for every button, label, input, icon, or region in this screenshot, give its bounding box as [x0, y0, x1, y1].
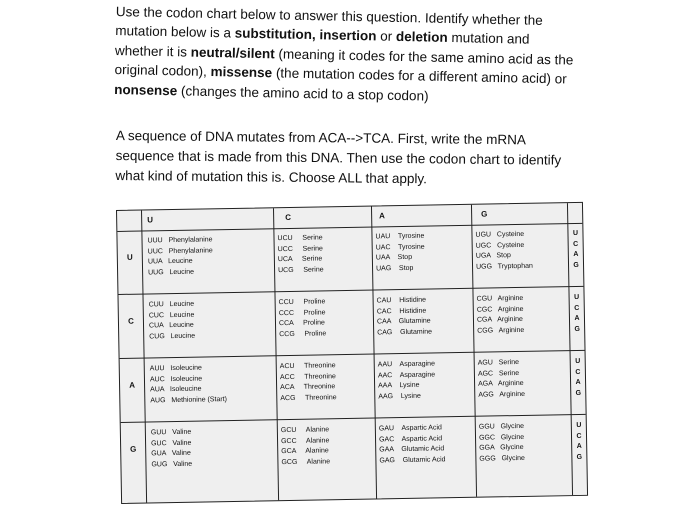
third-base-label: G [574, 325, 580, 333]
codon-entry: CCA Proline [278, 319, 325, 328]
question-text-span: whether it is [114, 42, 191, 60]
codon-entry: GCG Alanine [281, 457, 331, 466]
codon-entry: UAA Stop [375, 253, 413, 262]
third-base-label: A [573, 250, 579, 259]
codon-entry: UGG Tryptophan [475, 262, 533, 271]
codon-entry: GGC Glycine [478, 433, 525, 442]
question-text-span: mutation below is a [115, 23, 235, 41]
codon-entry: UGA Stop [475, 252, 511, 260]
question-line-1: Use the codon chart below to answer this question. Identify whether the [115, 3, 543, 28]
codon-entry: GUU Valine [150, 428, 192, 437]
mutation-prompt [115, 126, 586, 191]
third-base-label: C [574, 304, 580, 312]
question-text-span: original codon), [114, 62, 211, 80]
codon-entry: CAU Histidine [376, 296, 427, 305]
codon-entry: UCC Serine [277, 244, 323, 253]
codon-entry: GCC Alanine [280, 436, 330, 445]
codon-entry: CGC Arginine [476, 305, 524, 314]
codon-entry: GAU Aspartic Acid [378, 424, 442, 433]
codon-entry: CUA Leucine [148, 321, 194, 330]
codon-block [280, 361, 337, 404]
third-base-labels [570, 293, 585, 335]
first-base-label: U [126, 252, 133, 262]
codon-entry: CAG Glutamine [377, 328, 433, 336]
second-base-header-u: U [147, 215, 154, 225]
codon-entry: AAC Asparagine [377, 370, 436, 379]
codon-block [379, 423, 446, 466]
codon-entry: GAC Aspartic Acid [378, 434, 443, 443]
codon-entry: ACC Threonine [279, 372, 336, 381]
question-text-span: (meaning it codes for the same amino acid as the [274, 46, 574, 68]
codon-entry: UAG Stop [375, 264, 414, 272]
question-text [114, 2, 586, 109]
codon-entry: GUC Valine [151, 439, 192, 447]
third-base-label: G [573, 261, 579, 269]
codon-entry: GCU Alanine [280, 426, 330, 435]
third-base-label: G [575, 389, 582, 397]
codon-entry: UUG Leucine [148, 268, 195, 276]
first-base-label: C [127, 316, 134, 326]
codon-entry: AGU Serine [477, 358, 520, 367]
third-base-labels [572, 421, 587, 463]
codon-entry: GGA Glycine [479, 443, 524, 452]
codon-entry: UGC Cysteine [475, 241, 525, 250]
codon-entry: GAA Glutamic Acid [379, 445, 445, 454]
prompt-line-3: what kind of mutation this is. Choose ALL that apply. [115, 167, 427, 187]
second-base-header-a: A [379, 211, 386, 221]
term-missense: missense [210, 64, 273, 81]
third-base-label: A [576, 442, 582, 450]
codon-block [375, 232, 425, 275]
codon-block [149, 300, 196, 343]
codon-entry: CGU Arginine [476, 294, 524, 303]
third-base-label: U [576, 421, 582, 429]
third-base-labels [571, 357, 586, 399]
third-base-label: A [575, 378, 581, 387]
codon-entry: GAG Glutamic Acid [379, 455, 446, 464]
codon-block [277, 233, 323, 276]
codon-entry: ACG Threonine [280, 393, 337, 402]
prompt-line-2: sequence that is made from this DNA. Then use the codon chart to identify [115, 147, 562, 168]
second-base-header-g: G [481, 209, 488, 219]
first-base-label: A [129, 380, 136, 390]
third-base-label: U [575, 357, 581, 366]
codon-entry: AUC Isoleucine [149, 375, 203, 383]
third-base-label: G [576, 453, 583, 461]
third-base-label: C [576, 432, 582, 440]
codon-entry: CUU Leucine [148, 300, 195, 309]
second-base-header-c: C [285, 212, 292, 223]
codon-entry: CCG Proline [279, 329, 327, 338]
question-text-span: or [376, 28, 397, 45]
codon-entry: UCU Serine [277, 234, 323, 243]
term-nonsense: nonsense [114, 81, 178, 98]
codon-block [279, 297, 327, 340]
third-base-label: A [574, 314, 580, 323]
codon-entry: CCU Proline [278, 298, 326, 307]
codon-entry: ACU Threonine [279, 362, 336, 371]
codon-entry: CAC Histidine [376, 307, 427, 315]
codon-entry: CUC Leucine [148, 311, 195, 319]
third-base-label: C [575, 368, 581, 376]
codon-entry: CAA Glutamine [376, 317, 431, 326]
codon-entry: AAU Asparagine [377, 360, 435, 369]
codon-block [147, 235, 213, 278]
codon-block [479, 422, 525, 465]
question-text-span: mutation and [447, 30, 530, 48]
codon-entry: CUG Leucine [149, 332, 196, 340]
codon-chart [116, 202, 588, 504]
codon-block [281, 425, 330, 468]
third-base-label: U [574, 293, 580, 302]
term-substitution-insertion: substitution, insertion [234, 25, 377, 44]
codon-entry: UAU Tyrosine [375, 232, 425, 241]
codon-block [478, 358, 525, 401]
codon-entry: CCC Proline [278, 308, 326, 317]
prompt-line-1: A sequence of DNA mutates from ACA-->TCA. First, write the mRNA [115, 127, 526, 148]
codon-entry: GCA Alanine [281, 447, 329, 456]
codon-entry: UUC Phenylalanine [147, 246, 213, 255]
codon-entry: UGU Cysteine [475, 230, 525, 239]
codon-entry: UCG Serine [278, 265, 324, 274]
codon-entry: AGG Arginine [478, 390, 526, 399]
codon-entry: GUG Valine [151, 460, 193, 468]
codon-entry: AGC Serine [477, 369, 520, 378]
codon-entry: UUA Leucine [147, 257, 193, 266]
question-text-span: (changes the amino acid to a stop codon) [177, 82, 429, 104]
codon-block [477, 294, 525, 337]
chart-header-row [117, 203, 582, 232]
codon-entry: AUU Isoleucine [149, 364, 202, 373]
term-neutral-silent: neutral/silent [190, 44, 275, 62]
codon-entry: AGA Arginine [478, 379, 524, 388]
codon-entry: UCA Serine [277, 255, 323, 264]
codon-entry: AAG Lysine [378, 392, 421, 400]
codon-entry: AAA Lysine [378, 381, 420, 390]
codon-block [377, 296, 433, 339]
codon-entry: GGU Glycine [478, 422, 525, 431]
codon-entry: AUG Methionine (Start) [150, 395, 228, 404]
codon-block [378, 359, 436, 402]
codon-entry: UUU Phenylalanine [147, 236, 213, 245]
third-base-label: U [572, 229, 579, 238]
third-base-labels [568, 229, 583, 271]
codon-entry: GUA Valine [151, 449, 191, 458]
codon-block [151, 428, 192, 471]
codon-block [150, 363, 227, 406]
codon-entry: CGG Arginine [477, 326, 525, 335]
codon-entry: GGG Glycine [479, 454, 525, 463]
codon-entry: ACA Threonine [280, 383, 336, 392]
first-base-label: G [129, 444, 137, 454]
third-base-label: C [573, 240, 579, 248]
question-text-span: (the mutation codes for a different amino acid) or [271, 65, 567, 87]
codon-entry: CGA Arginine [476, 315, 523, 324]
codon-entry: UAC Tyrosine [375, 243, 425, 251]
codon-entry: AUA Isoleucine [150, 385, 202, 394]
codon-block [475, 230, 533, 273]
term-deletion: deletion [395, 29, 448, 46]
